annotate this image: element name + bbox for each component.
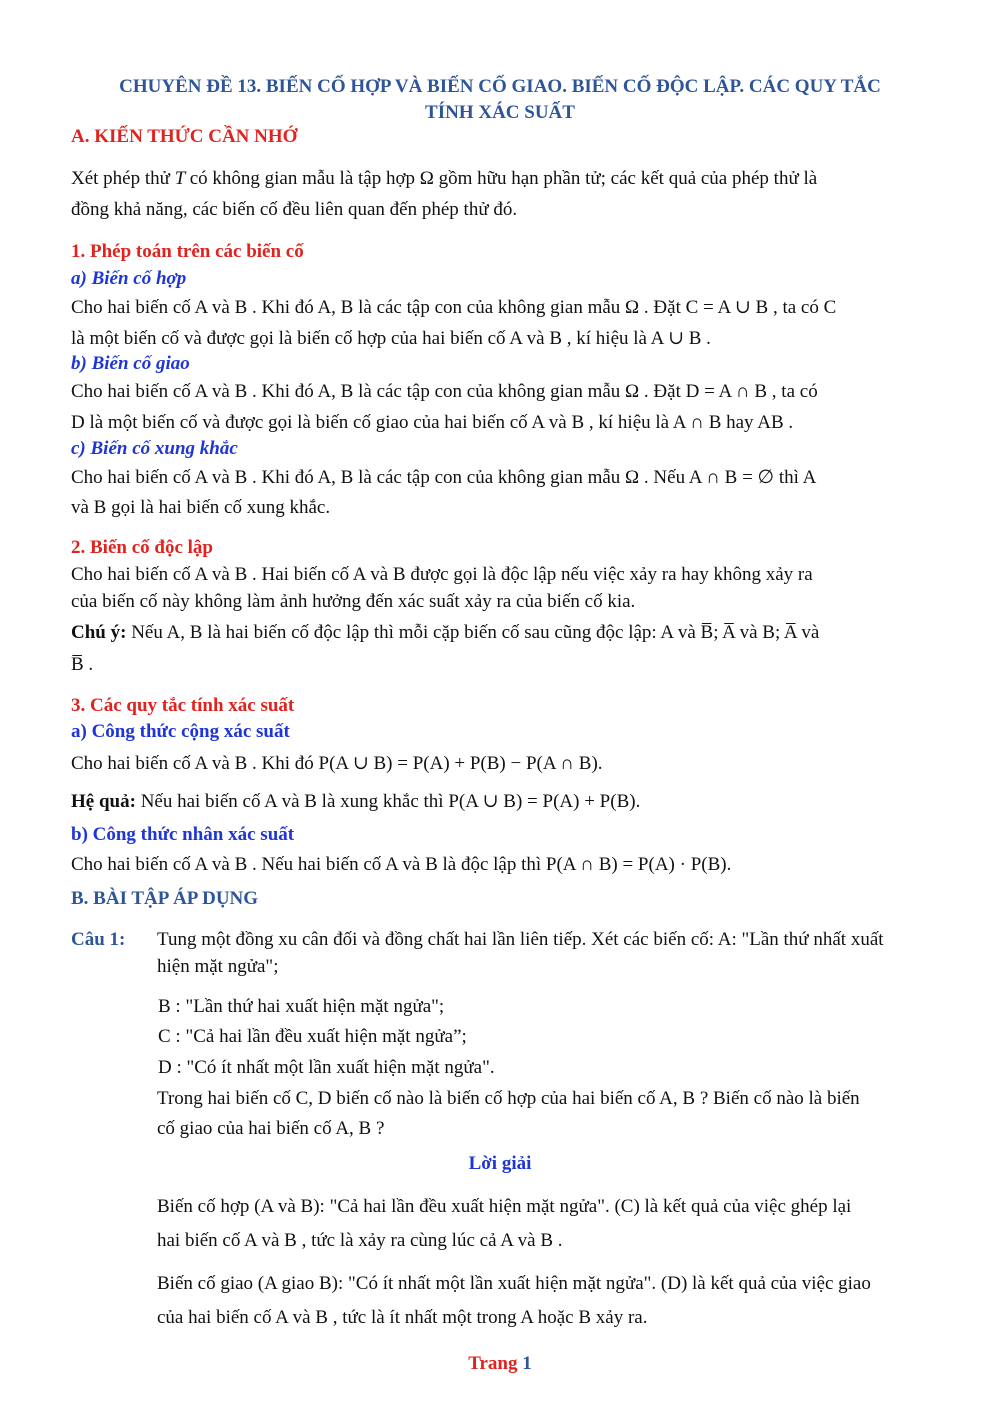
s1-a-title: a) Biến cố hợp bbox=[71, 268, 187, 289]
s2-note-line-2: B̅ . bbox=[71, 654, 94, 675]
cau1-item-c: C : "Cả hai lần đều xuất hiện mặt ngửa”; bbox=[158, 1026, 467, 1047]
solution-2-line-1: Biến cố giao (A giao B): "Có ít nhất một lần xuất hiện mặt ngửa". (D) là kết quả của việc giao bbox=[157, 1273, 871, 1294]
s1-c-line-1: Cho hai biến cố A và B . Khi đó A, B là các tập con của không gian mẫu Ω . Nếu A ∩ B = ∅ thì A bbox=[71, 467, 817, 488]
page-footer bbox=[0, 1353, 1000, 1375]
solution-2-line-2: của hai biến cố A và B , tức là ít nhất một trong A hoặc B xảy ra. bbox=[157, 1307, 648, 1328]
section-a-heading: A. KIẾN THỨC CẦN NHỚ bbox=[71, 126, 298, 147]
s3-a-title: a) Công thức cộng xác suất bbox=[71, 721, 290, 742]
intro-line-1: Xét phép thử T có không gian mẫu là tập hợp Ω gồm hữu hạn phần tử; các kết quả của phép thử là bbox=[71, 168, 818, 189]
s2-line-2: của biến cố này không làm ảnh hưởng đến xác suất xảy ra của biến cố kia. bbox=[71, 591, 636, 612]
hq-text: Nếu hai biến cố A và B là xung khắc thì P(A ∪ B) = P(A) + P(B). bbox=[140, 791, 641, 812]
s3-heading: 3. Các quy tắc tính xác suất bbox=[71, 695, 295, 716]
cau1-question-2: cố giao của hai biến cố A, B ? bbox=[157, 1118, 385, 1139]
intro-line-2: đồng khả năng, các biến cố đều liên quan đến phép thử đó. bbox=[71, 199, 518, 220]
s3-a-line-1: Cho hai biến cố A và B . Khi đó P(A ∪ B) = P(A) + P(B) − P(A ∩ B). bbox=[71, 753, 603, 774]
cau1-item-b: B : "Lần thứ hai xuất hiện mặt ngửa"; bbox=[158, 996, 445, 1017]
s2-note-line bbox=[71, 622, 819, 644]
cau1-line-1: Tung một đồng xu cân đối và đồng chất hai lần liên tiếp. Xét các biến cố: A: "Lần thứ nhất xuất bbox=[157, 929, 884, 950]
s1-a-line-1: Cho hai biến cố A và B . Khi đó A, B là các tập con của không gian mẫu Ω . Đặt C = A ∪ B , ta có C bbox=[71, 297, 837, 318]
s1-b-title: b) Biến cố giao bbox=[71, 353, 190, 374]
title-line-2: TÍNH XÁC SUẤT bbox=[425, 102, 575, 123]
solution-1-line-1: Biến cố hợp (A và B): "Cả hai lần đều xuất hiện mặt ngửa". (C) là kết quả của việc ghép lại bbox=[157, 1196, 852, 1217]
note-label: Chú ý: bbox=[71, 622, 127, 643]
s1-a-line-2: là một biến cố và được gọi là biến cố hợp của hai biến cố A và B , kí hiệu là A ∪ B . bbox=[71, 328, 711, 349]
intro-text-a: Xét phép thử bbox=[71, 168, 170, 189]
title-line-1: CHUYÊN ĐỀ 13. BIẾN CỐ HỢP VÀ BIẾN CỐ GIAO. BIẾN CỐ ĐỘC LẬP. CÁC QUY TẮC bbox=[119, 76, 881, 97]
s1-b-line-2: D là một biến cố và được gọi là biến cố giao của hai biến cố A và B , kí hiệu là A ∩ B hay AB . bbox=[71, 412, 794, 433]
cau1-item-d: D : "Có ít nhất một lần xuất hiện mặt ngửa". bbox=[158, 1057, 495, 1078]
s3-hq-line bbox=[71, 790, 640, 813]
s1-c-title: c) Biến cố xung khắc bbox=[71, 438, 238, 459]
cau1-question-1: Trong hai biến cố C, D biến cố nào là biến cố hợp của hai biến cố A, B ? Biến cố nào là biến bbox=[157, 1088, 860, 1109]
s1-c-line-2: và B gọi là hai biến cố xung khắc. bbox=[71, 497, 331, 518]
s3-b-line-1: Cho hai biến cố A và B . Nếu hai biến cố A và B là độc lập thì P(A ∩ B) = P(A) · P(B). bbox=[71, 854, 732, 875]
s3-b-title: b) Công thức nhân xác suất bbox=[71, 824, 295, 845]
solution-title: Lời giải bbox=[468, 1153, 532, 1174]
footer-label: Trang bbox=[468, 1353, 518, 1374]
s2-line-1: Cho hai biến cố A và B . Hai biến cố A và B được gọi là độc lập nếu việc xảy ra hay không xảy ra bbox=[71, 564, 813, 585]
s1-heading: 1. Phép toán trên các biến cố bbox=[71, 241, 304, 262]
s2-heading: 2. Biến cố độc lập bbox=[71, 537, 213, 558]
cau1-label: Câu 1: bbox=[71, 929, 126, 950]
footer-page-number: 1 bbox=[522, 1353, 532, 1374]
section-b-heading: B. BÀI TẬP ÁP DỤNG bbox=[71, 888, 259, 909]
intro-text-b: có không gian mẫu là tập hợp Ω gồm hữu hạn phần tử; các kết quả của phép thử là bbox=[189, 168, 818, 189]
solution-1-line-2: hai biến cố A và B , tức là xảy ra cùng lúc cả A và B . bbox=[157, 1230, 563, 1251]
cau1-line-2: hiện mặt ngửa"; bbox=[157, 956, 279, 977]
s1-b-line-1: Cho hai biến cố A và B . Khi đó A, B là các tập con của không gian mẫu Ω . Đặt D = A ∩ B , ta có bbox=[71, 381, 818, 402]
note-text: Nếu A, B là hai biến cố độc lập thì mỗi cặp biến cố sau cũng độc lập: A và B̅; A̅ và B; A̅ và bbox=[131, 622, 820, 643]
document-title bbox=[60, 74, 940, 126]
hq-label: Hệ quả: bbox=[71, 791, 136, 812]
